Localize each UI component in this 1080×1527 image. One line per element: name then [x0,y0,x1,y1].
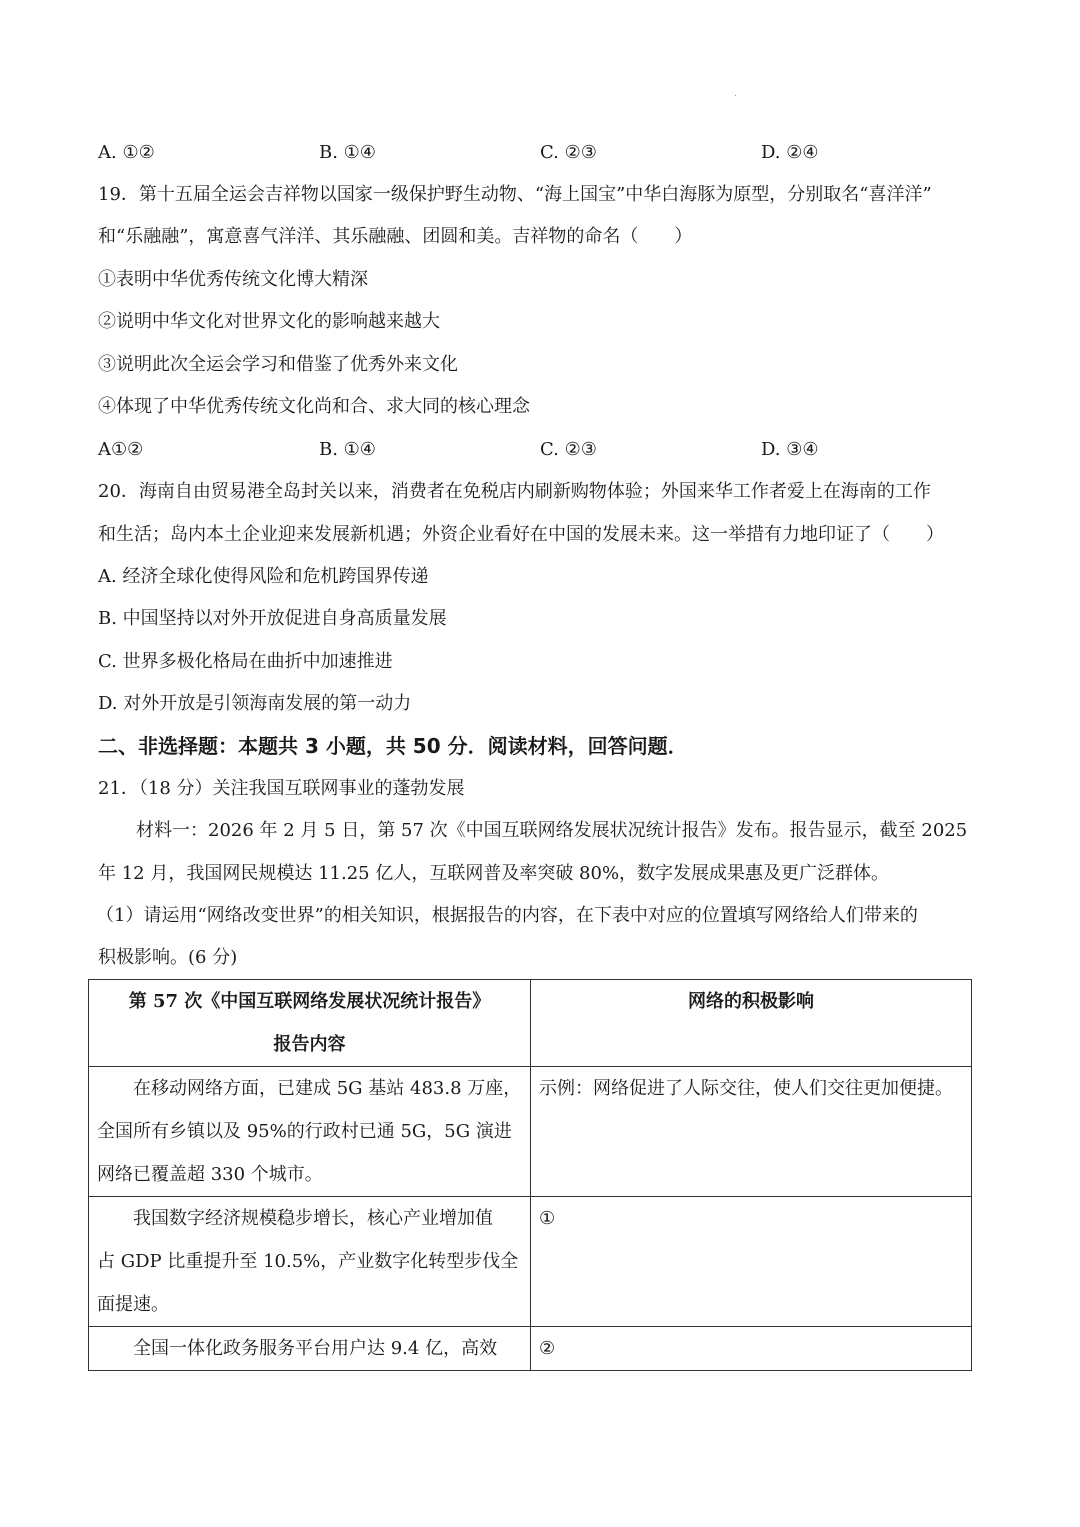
row1-left-line3: 网络已覆盖超 330 个城市。 [97,1164,323,1185]
section-2-heading: 二、非选择题：本题共 3 小题，共 50 分．阅读材料，回答问题． [98,734,688,758]
header-right-cell: 网络的积极影响 [531,980,972,1067]
q19-option-b: B. ①④ [319,439,376,460]
q20-option-d: D. 对外开放是引领海南发展的第一动力 [98,693,412,714]
row2-left-line3: 面提速。 [97,1294,169,1315]
table-header-row [89,980,972,1067]
row3-right-cell[interactable]: ② [531,1327,972,1371]
q19-option-c: C. ②③ [540,439,597,460]
q21-sub1-line1: （1）请运用“网络改变世界”的相关知识，根据报告的内容，在下表中对应的位置填写网络给人们带来的 [96,905,918,926]
q18-option-a: A. ①② [98,142,155,163]
header-left-title: 第 57 次《中国互联网络发展状况统计报告》 [128,991,491,1012]
q20-option-a: A. 经济全球化使得风险和危机跨国界传递 [98,566,429,587]
row1-left-line1: 在移动网络方面，已建成 5G 基站 483.8 万座， [133,1078,522,1099]
row2-right-cell[interactable]: ① [531,1197,972,1327]
q19-option-a: A①② [98,439,144,460]
row1-right-cell[interactable]: 示例：网络促进了人际交往，使人们交往更加便捷。 [531,1067,972,1197]
q20-stem-line2: 和生活；岛内本土企业迎来发展新机遇；外资企业看好在中国的发展未来。这一举措有力地印证了（ ） [98,524,944,545]
q18-option-d: D. ②④ [761,142,819,163]
row2-left-line1: 我国数字经济规模稳步增长，核心产业增加值 [133,1208,493,1229]
q20-option-c: C. 世界多极化格局在曲折中加速推进 [98,651,393,672]
q21-material-line1: 材料一：2026 年 2 月 5 日，第 57 次《中国互联网络发展状况统计报告》发布。报告显示，截至 2025 [136,820,968,841]
report-table [88,979,972,1371]
q21-sub1-line2: 积极影响。(6 分) [98,947,238,968]
q19-item-3: ③说明此次全运会学习和借鉴了优秀外来文化 [98,354,458,375]
q19-option-d: D. ③④ [761,439,819,460]
q20-option-b: B. 中国坚持以对外开放促进自身高质量发展 [98,608,447,629]
table-row [89,1327,972,1371]
q19-stem-line2: 和“乐融融”，寓意喜气洋洋、其乐融融、团圆和美。吉祥物的命名（ ） [98,226,693,247]
q21-title: 21．（18 分）关注我国互联网事业的蓬勃发展 [98,778,465,799]
row3-left-cell [89,1327,531,1371]
q21-material-line2: 年 12 月，我国网民规模达 11.25 亿人，互联网普及率突破 80%，数字发展成果惠及更广泛群体。 [98,863,890,884]
row2-left-cell [89,1197,531,1327]
row2-left-line2: 占 GDP 比重提升至 10.5%，产业数字化转型步伐全 [97,1251,519,1272]
row1-left-line2: 全国所有乡镇以及 95%的行政村已通 5G，5G 演进 [97,1121,512,1142]
q19-options [98,435,982,465]
q19-stem-line1: 19．第十五届全运会吉祥物以国家一级保护野生动物、“海上国宝”中华白海豚为原型，分别取名“喜洋洋” [98,184,932,205]
q20-stem-line1: 20．海南自由贸易港全岛封关以来，消费者在免税店内刷新购物体验；外国来华工作者爱上在海南的工作 [98,481,931,502]
table-row [89,1197,972,1327]
row1-left-cell [89,1067,531,1197]
q19-item-1: ①表明中华优秀传统文化博大精深 [98,269,368,290]
row3-left-line1: 全国一体化政务服务平台用户达 9.4 亿，高效 [133,1338,498,1359]
scan-artifact: · [734,91,738,102]
q18-option-b: B. ①④ [319,142,376,163]
q19-item-4: ④体现了中华优秀传统文化尚和合、求大同的核心理念 [98,396,530,417]
header-left-subtitle: 报告内容 [273,1034,346,1055]
q19-item-2: ②说明中华文化对世界文化的影响越来越大 [98,311,440,332]
q18-option-c: C. ②③ [540,142,597,163]
q18-options [98,138,982,168]
header-left-cell [89,980,531,1067]
table-row [89,1067,972,1197]
